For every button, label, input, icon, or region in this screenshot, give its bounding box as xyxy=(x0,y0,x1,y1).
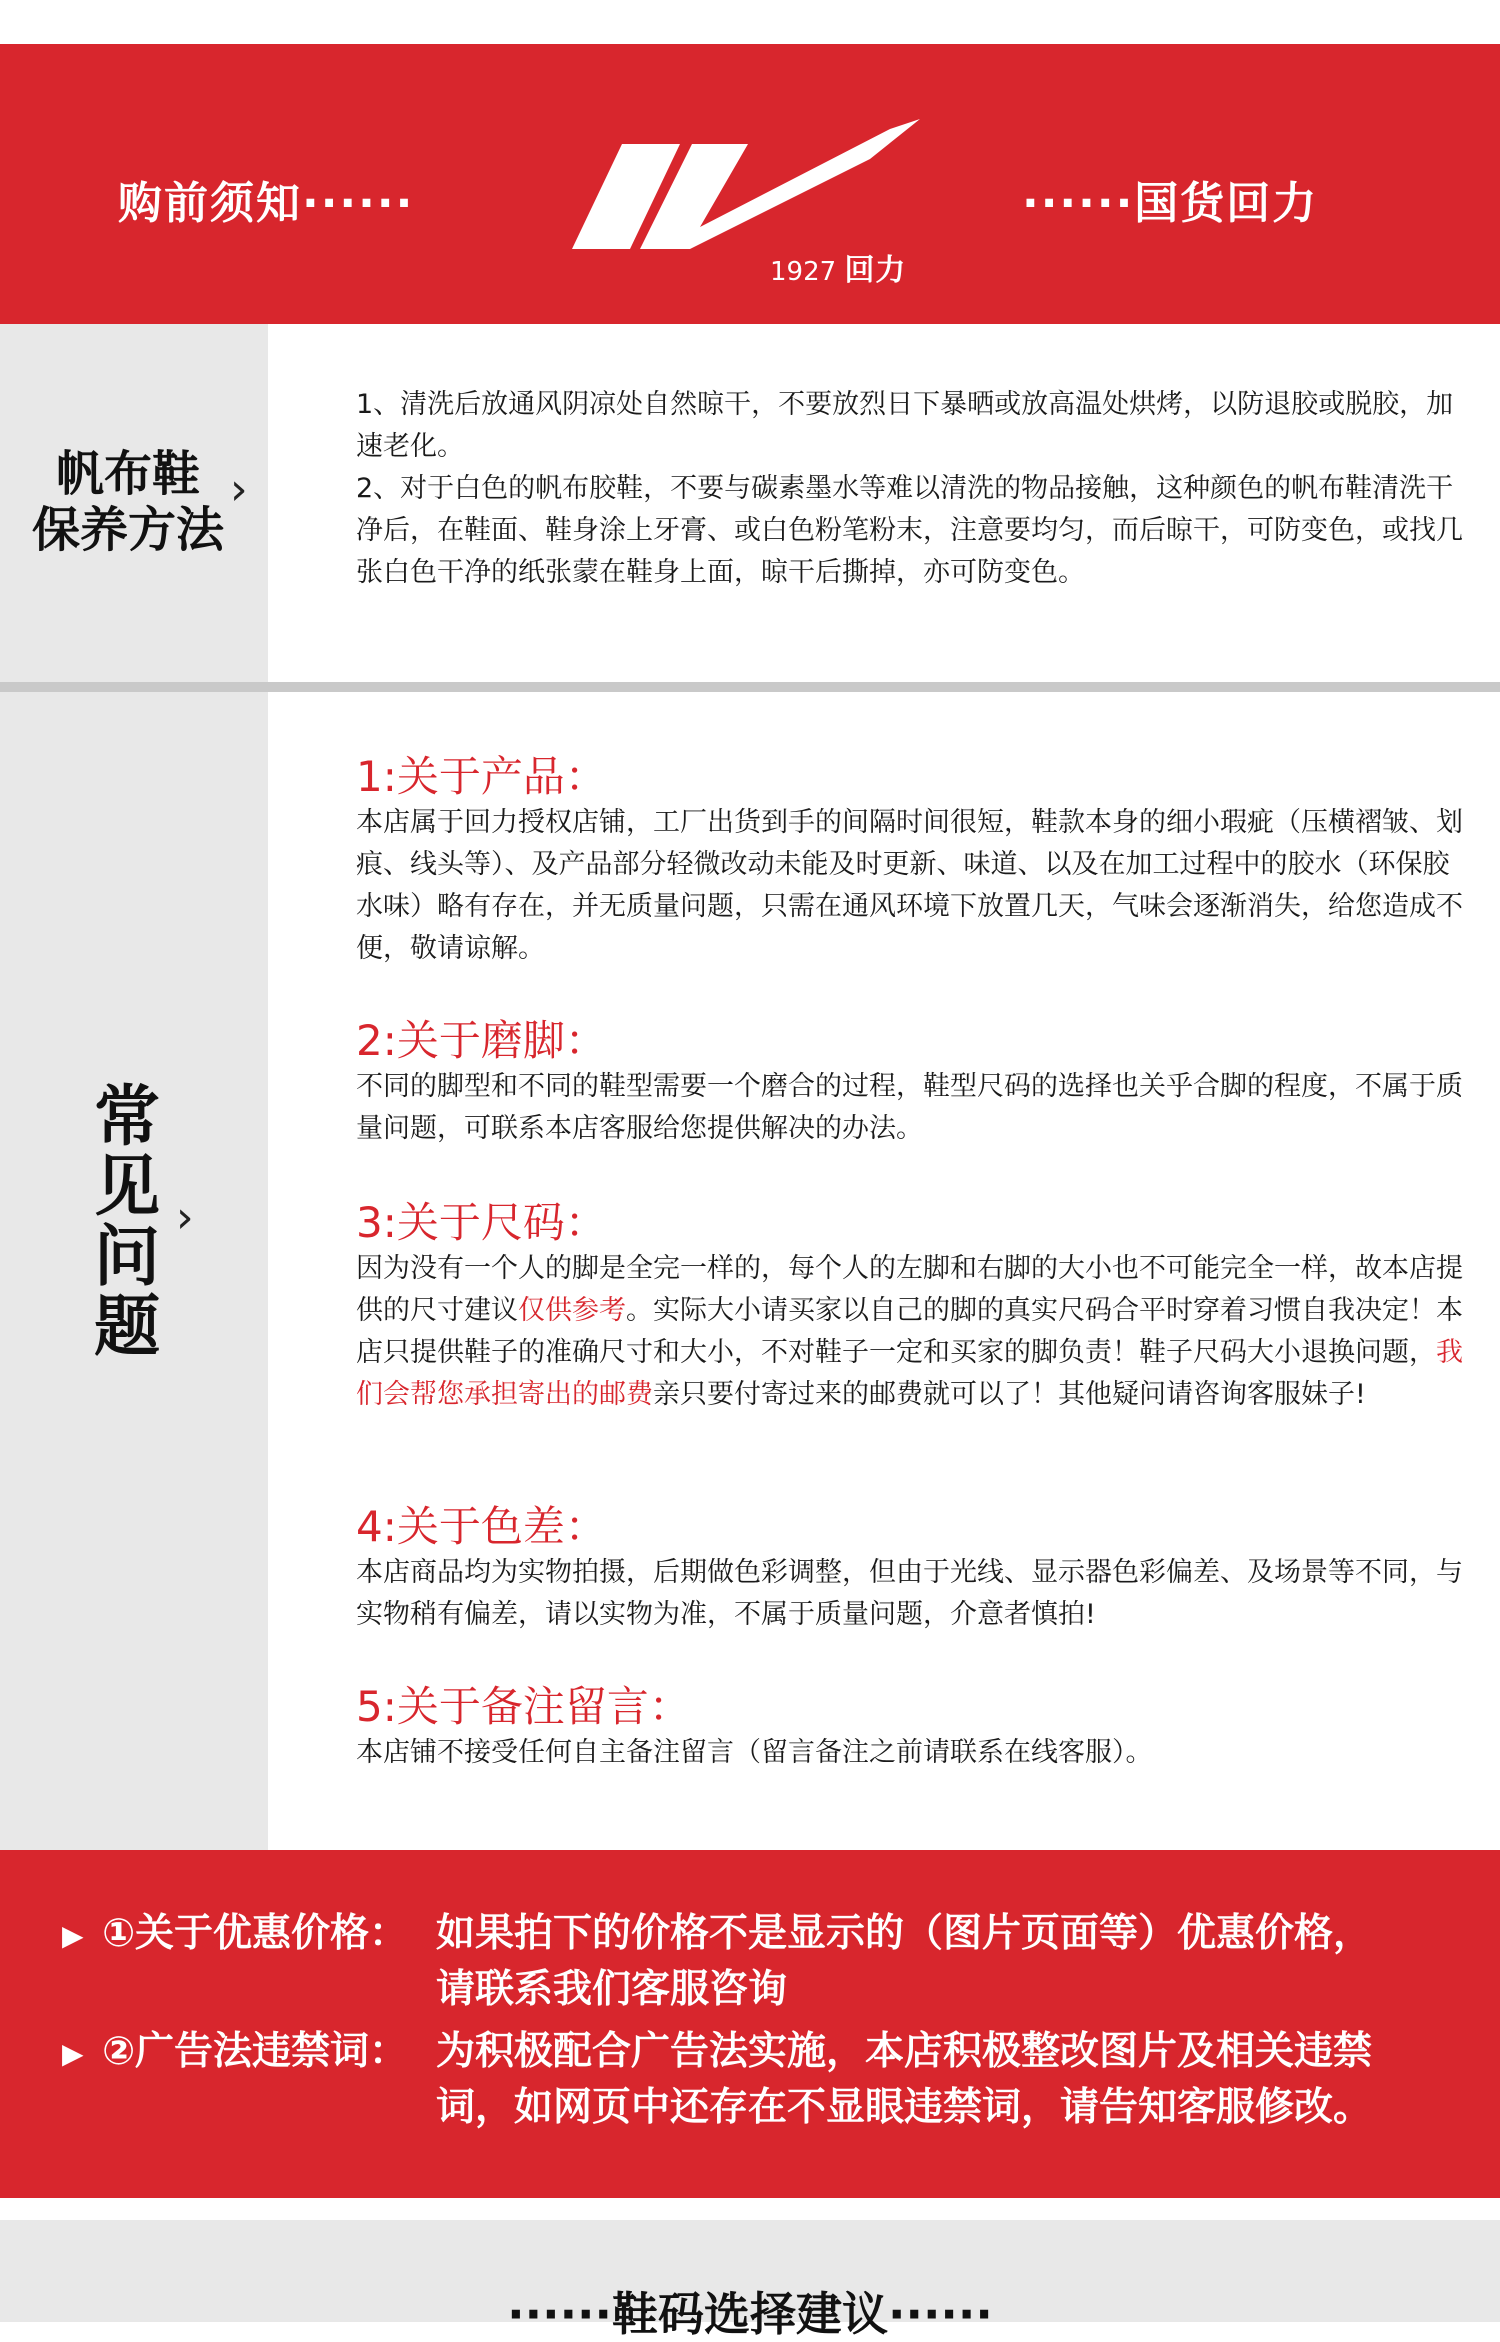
canvas-shoe-care-section xyxy=(0,324,1500,682)
faq-item-text: 本店商品均为实物拍摄，后期做色彩调整，但由于光线、显示器色彩偏差、及场景等不同，与实物稍有偏差，请以实物为准，不属于质量问题，介意者慎拍! xyxy=(356,1557,1463,1630)
faq-item-text: 不同的脚型和不同的鞋型需要一个磨合的过程，鞋型尺码的选择也关乎合脚的程度，不属于质量问题，可联系本店客服给您提供解决的办法。 xyxy=(356,1071,1463,1144)
faq-item-title: 1:关于产品： xyxy=(356,752,607,801)
faq-item-text: 本店铺不接受任何自主备注留言（留言备注之前请联系在线客服）。 xyxy=(356,1737,1153,1768)
notice-line: 词，如网页中还存在不显眼违禁词，请告知客服修改。 xyxy=(436,2085,1373,2130)
logo-brand: 回力 xyxy=(844,253,907,288)
highlight-reference-only: 仅供参考 xyxy=(518,1295,626,1326)
highlight-shipping-covered: 我们会帮您承担寄出的邮费 xyxy=(356,1337,1463,1410)
header-banner xyxy=(0,44,1500,324)
size-advice-section xyxy=(0,2220,1500,2341)
notice-item-discount xyxy=(62,1906,1482,2018)
faq-item-text: 因为没有一个人的脚是全完一样的，每个人的左脚和右脚的大小也不可能完全一样，故本店提供的尺寸建议仅供参考。实际大小请买家以自己的脚的真实尺码合平时穿着习惯自我决定！本店只提供鞋子的准确尺寸和大小，不对鞋子一定和买家的脚负责！鞋子尺码大小退换问题，我们会帮您承担寄出的邮费亲只要付寄过来的邮费就可以了！其他疑问请咨询客服妹子! xyxy=(356,1253,1463,1410)
brand-logo-text xyxy=(770,253,907,288)
faq-section xyxy=(0,692,1500,1850)
white-separator xyxy=(0,2198,1500,2220)
notice-line: 为积极配合广告法实施，本店积极整改图片及相关违禁 xyxy=(436,2029,1373,2074)
triangle-bullet-icon: ▶ xyxy=(62,1918,84,1952)
size-advice-title: ······鞋码选择建议······ xyxy=(507,2287,993,2341)
faq-sidebar xyxy=(0,692,268,1850)
care-instructions xyxy=(356,384,1466,594)
notice-label: ①关于优惠价格： xyxy=(102,1911,409,1956)
chevron-right-icon: › xyxy=(176,1192,194,1243)
notice-line: 如果拍下的价格不是显示的（图片页面等）优惠价格， xyxy=(436,1911,1373,1956)
care-paragraph-1: 1、清洗后放通风阴凉处自然晾干，不要放烈日下暴晒或放高温处烘烤，以防退胶或脱胶，加速老化。 xyxy=(356,389,1454,462)
notice-item-ad-law xyxy=(62,2024,1482,2136)
domestic-brand-title: ······国货回力 xyxy=(1022,178,1319,229)
faq-item-title: 5:关于备注留言： xyxy=(356,1682,691,1731)
notice-banner xyxy=(0,1850,1500,2198)
care-paragraph-2: 2、对于白色的帆布胶鞋，不要与碳素墨水等难以清洗的物品接触，这种颜色的帆布鞋清洗干净后，在鞋面、鞋身涂上牙膏、或白色粉笔粉末，注意要均匀，而后晾干，可防变色，或找几张白色干净的纸张蒙在鞋身上面，晾干后撕掉，亦可防变色。 xyxy=(356,473,1463,588)
faq-item-title: 3:关于尺码： xyxy=(356,1198,607,1247)
care-section-title: 帆布鞋 保养方法 xyxy=(31,446,224,558)
section-divider xyxy=(0,682,1500,692)
faq-item-title: 4:关于色差： xyxy=(356,1502,607,1551)
pre-purchase-notice-title: 购前须知······ xyxy=(118,178,415,229)
faq-section-title: 常见问题 xyxy=(94,1078,160,1365)
notice-line: 请联系我们客服咨询 xyxy=(436,1967,788,2012)
faq-item-title: 2:关于磨脚： xyxy=(356,1016,607,1065)
faq-item-text: 本店属于回力授权店铺，工厂出货到手的间隔时间很短，鞋款本身的细小瑕疵（压横褶皱、划痕、线头等）、及产品部分轻微改动未能及时更新、味道、以及在加工过程中的胶水（环保胶水味）略有存在，并无质量问题，只需在通风环境下放置几天，气味会逐渐消失，给您造成不便，敬请谅解。 xyxy=(356,807,1463,964)
care-sidebar xyxy=(0,324,268,682)
triangle-bullet-icon: ▶ xyxy=(62,2036,84,2070)
chevron-right-icon: › xyxy=(230,464,248,515)
notice-label: ②广告法违禁词： xyxy=(102,2029,409,2074)
logo-year: 1927 xyxy=(770,257,837,287)
